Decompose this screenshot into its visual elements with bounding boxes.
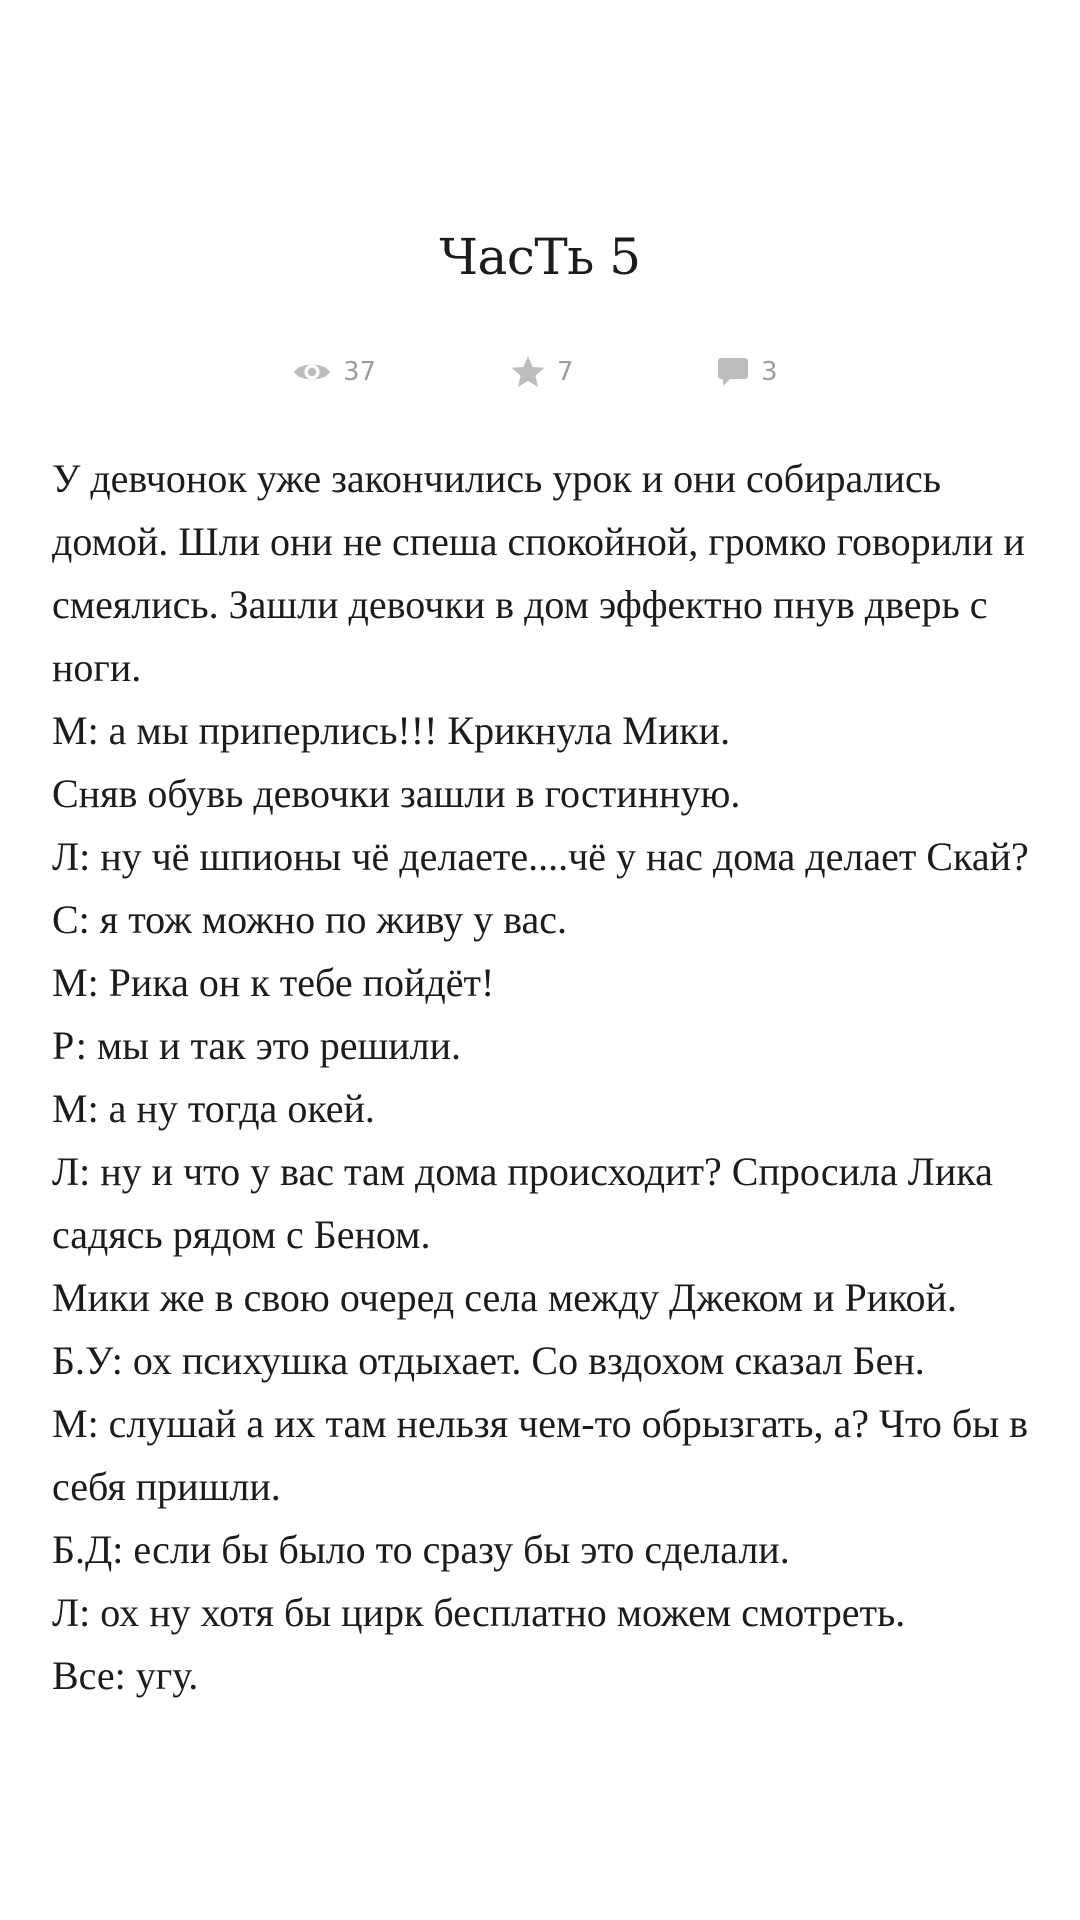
- story-paragraph: М: Рика он к тебе пойдёт!: [52, 960, 495, 1005]
- views-count: 37: [343, 357, 377, 387]
- eye-icon: [292, 359, 332, 385]
- chapter-stats: [0, 350, 1080, 394]
- chapter-title: ЧасТь 5: [439, 228, 641, 286]
- story-paragraph: М: а мы приперлись!!! Крикнула Мики.: [52, 708, 731, 753]
- star-icon: [510, 354, 546, 390]
- story-paragraph: Б.У: ох психушка отдыхает. Со вздохом сказал Бен.: [52, 1338, 925, 1383]
- story-paragraph: Сняв обувь девочки зашли в гостинную.: [52, 771, 741, 816]
- story-paragraph: Мики же в свою очеред села между Джеком и Рикой.: [52, 1275, 957, 1320]
- comments-count: 3: [761, 357, 778, 387]
- story-paragraph: С: я тож можно по живу у вас.: [52, 897, 567, 942]
- story-paragraph: Л: ну чё шпионы чё делаете....чё у нас дома делает Скай?: [52, 834, 1029, 879]
- story-paragraph: Л: ох ну хотя бы цирк бесплатно можем смотреть.: [52, 1590, 906, 1635]
- story-paragraph: Л: ну и что у вас там дома происходит? Спросила Лика садясь рядом с Беном.: [52, 1149, 993, 1257]
- likes-count: 7: [557, 357, 574, 387]
- story-paragraph: Р: мы и так это решили.: [52, 1023, 462, 1068]
- views-stat: [292, 350, 376, 394]
- story-paragraph: М: а ну тогда окей.: [52, 1086, 375, 1131]
- comments-stat: [716, 350, 778, 394]
- story-paragraph: М: слушай а их там нельзя чем-то обрызгать, а? Что бы в себя пришли.: [52, 1401, 1029, 1509]
- comment-bubble-icon: [716, 355, 750, 389]
- story-paragraph: Все: угу.: [52, 1653, 199, 1698]
- likes-stat: [510, 350, 574, 394]
- chapter-text: [52, 447, 1042, 1707]
- story-paragraph: Б.Д: если бы было то сразу бы это сделали.: [52, 1527, 790, 1572]
- story-paragraph: У девчонок уже закончились урок и они собирались домой. Шли они не спеша спокойной, громко говорили и смеялись. Зашли девочки в дом эффектно пнув дверь с ноги.: [52, 456, 1025, 690]
